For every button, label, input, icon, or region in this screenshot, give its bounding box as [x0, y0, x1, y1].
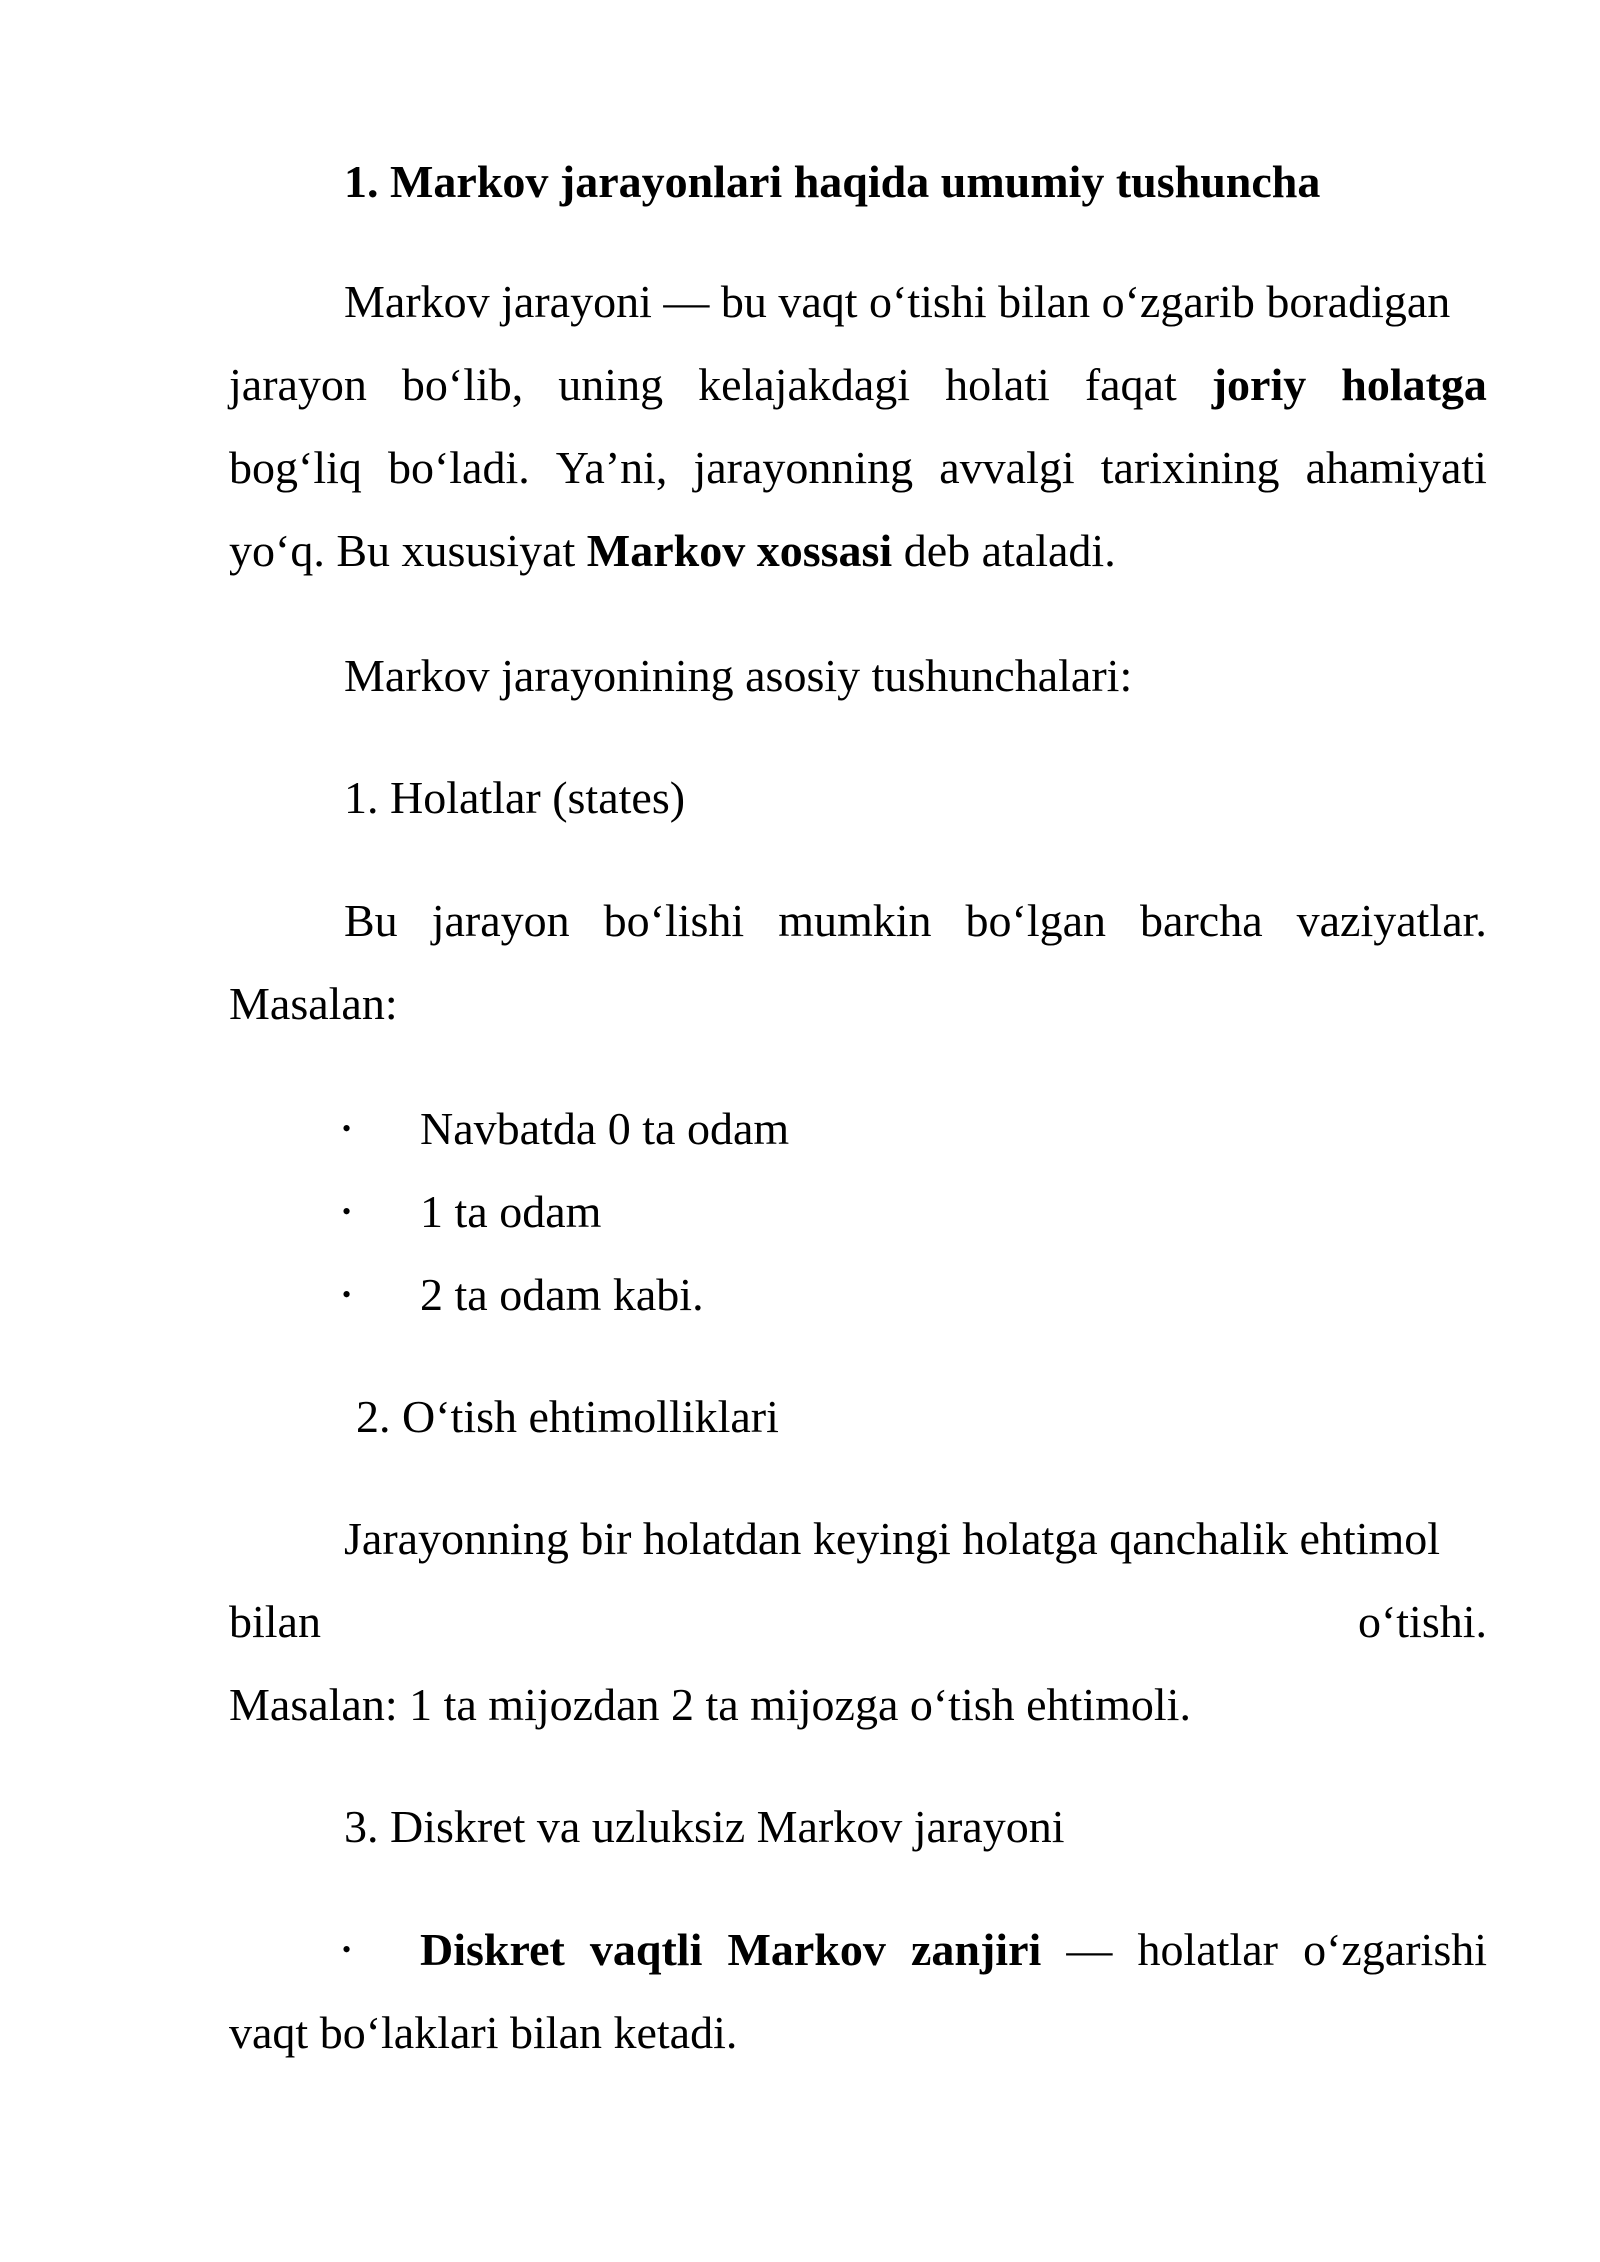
paragraph-text: Masalan: — [229, 978, 398, 1029]
section-title-discrete — [344, 1799, 1064, 1855]
bullet-icon: • — [342, 1280, 352, 1309]
word: Bu — [344, 895, 398, 946]
list-item — [420, 1101, 789, 1157]
word: bilan — [229, 1596, 321, 1647]
word: jarayon — [431, 895, 570, 946]
paragraph-line-justified — [229, 440, 1487, 496]
list-item — [420, 1267, 704, 1323]
word: avvalgi — [939, 442, 1075, 493]
bold-word: holatga — [1341, 359, 1487, 410]
word: bo‘lgan — [965, 895, 1107, 946]
bold-word: joriy — [1211, 359, 1307, 410]
paragraph-text: vaqt bo‘laklari bilan ketadi. — [229, 2007, 738, 2058]
section-title-text: 3. Diskret va uzluksiz Markov jarayoni — [344, 1801, 1065, 1852]
paragraph-text: deb ataladi. — [892, 525, 1116, 576]
section-heading — [344, 154, 1320, 210]
word: holati — [945, 359, 1050, 410]
list-item-text: 2 ta odam kabi. — [420, 1269, 704, 1320]
word: jarayon — [229, 359, 367, 410]
paragraph-line — [344, 274, 1450, 330]
paragraph-text: Masalan: 1 ta mijozdan 2 ta mijozga o‘tish ehtimoli. — [229, 1679, 1191, 1730]
paragraph-text: Jarayonning bir holatdan keyingi holatga qanchalik ehtimol — [344, 1513, 1441, 1564]
list-item-justified — [420, 1922, 1487, 1978]
word: jarayonning — [693, 442, 914, 493]
bullet-icon: • — [342, 1114, 352, 1143]
word: bo‘ladi. — [387, 442, 530, 493]
word: bo‘lib, — [401, 359, 524, 410]
word: o‘tishi. — [1357, 1596, 1487, 1647]
section-title-text: 1. Holatlar (states) — [344, 772, 686, 823]
word: bo‘lishi — [603, 895, 745, 946]
bold-word: vaqtli — [589, 1924, 703, 1975]
word: — — [1066, 1924, 1113, 1975]
paragraph-line — [229, 523, 1116, 579]
section-title-states — [344, 770, 685, 826]
word: uning — [558, 359, 664, 410]
bullet-icon: • — [342, 1197, 352, 1226]
word: o‘zgarishi — [1303, 1924, 1487, 1975]
word: vaziyatlar. — [1296, 895, 1487, 946]
word: barcha — [1140, 895, 1263, 946]
list-item-text: 1 ta odam — [420, 1186, 602, 1237]
bold-word: zanjiri — [910, 1924, 1042, 1975]
word: holatlar — [1137, 1924, 1278, 1975]
paragraph-line — [229, 2005, 737, 2061]
word: ahamiyati — [1305, 442, 1487, 493]
paragraph-line-justified — [344, 893, 1487, 949]
bold-word: Markov — [727, 1924, 886, 1975]
word: tarixining — [1100, 442, 1280, 493]
word: bog‘liq — [229, 442, 362, 493]
paragraph-text: Markov jarayonining asosiy tushunchalari: — [344, 650, 1133, 701]
paragraph-line — [344, 1511, 1440, 1567]
section-title-text: 2. O‘tish ehtimolliklari — [356, 1391, 779, 1442]
word: kelajakdagi — [698, 359, 911, 410]
paragraph-text: Markov jarayoni — bu vaqt o‘tishi bilan o‘zgarib boradigan — [344, 276, 1451, 327]
bold-word: Diskret — [420, 1924, 565, 1975]
list-item — [420, 1184, 601, 1240]
bullet-icon: • — [342, 1935, 352, 1964]
paragraph-text: yo‘q. Bu xususiyat — [229, 525, 587, 576]
paragraph-line-justified — [229, 1594, 1487, 1650]
concepts-intro — [344, 648, 1132, 704]
paragraph-line — [229, 1677, 1191, 1733]
list-item-text: Navbatda 0 ta odam — [420, 1103, 790, 1154]
bold-term: Markov xossasi — [586, 525, 893, 576]
paragraph-line — [229, 976, 398, 1032]
heading-text: 1. Markov jarayonlari haqida umumiy tushuncha — [344, 156, 1321, 207]
paragraph-line-justified — [229, 357, 1487, 413]
word: faqat — [1084, 359, 1177, 410]
word: mumkin — [778, 895, 932, 946]
word: Ya’ni, — [555, 442, 668, 493]
section-title-transitions — [356, 1389, 779, 1445]
